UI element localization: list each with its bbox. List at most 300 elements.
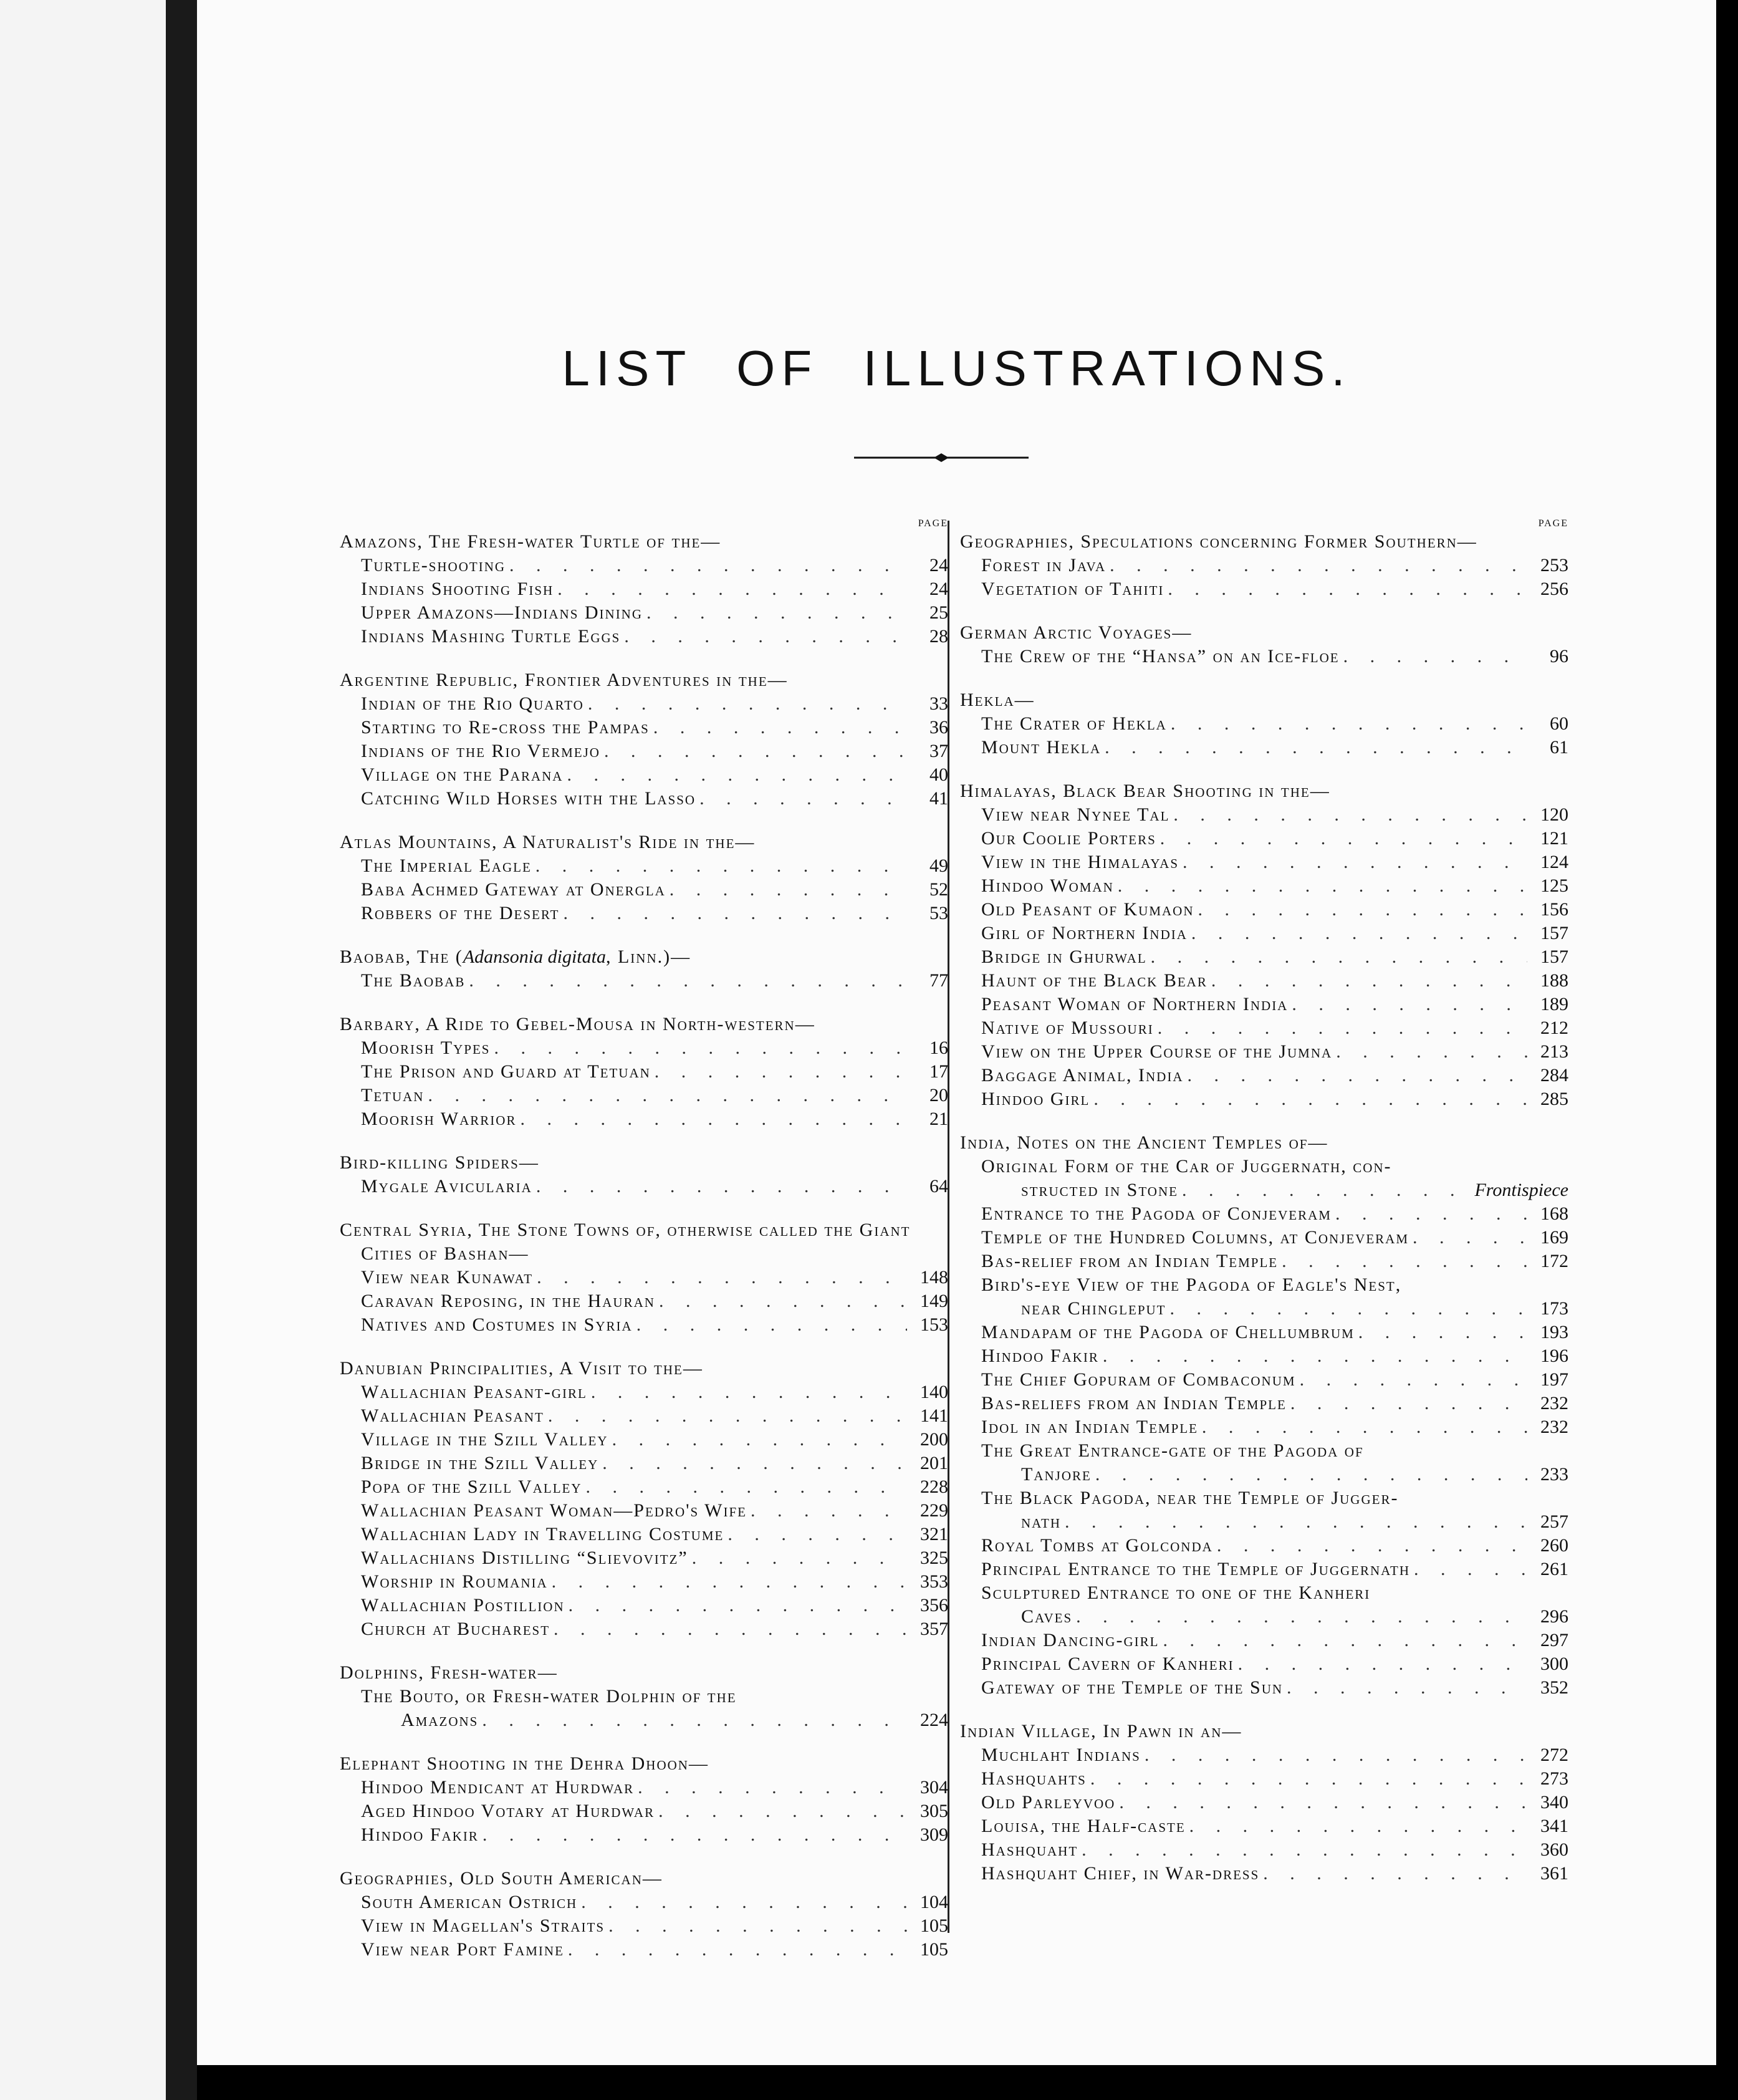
entry-label: Bridge in Ghurwal — [981, 946, 1147, 967]
section-heading: Barbary, A Ride to Gebel-Mousa in North-western— — [340, 1014, 815, 1034]
dot-leader — [1409, 1226, 1527, 1250]
toc-entry — [340, 1799, 951, 1823]
dot-leader — [1278, 1250, 1527, 1273]
entry-label: Hindoo Fakir — [981, 1346, 1099, 1366]
toc-entry — [340, 1570, 951, 1594]
toc-section — [960, 688, 1571, 759]
toc-entry — [340, 1685, 951, 1732]
toc-entry — [960, 645, 1571, 668]
toc-entry — [960, 577, 1571, 601]
page-number: 257 — [1540, 1511, 1568, 1532]
toc-entry — [960, 803, 1571, 827]
dot-leader — [587, 1380, 907, 1404]
dot-leader — [1147, 945, 1527, 969]
dot-leader — [478, 1708, 907, 1732]
dot-leader — [554, 577, 907, 601]
page-number: 104 — [920, 1892, 948, 1912]
dot-leader — [424, 1084, 907, 1107]
toc-entry — [960, 736, 1571, 759]
page-number: 141 — [920, 1405, 948, 1426]
toc-entry — [960, 1087, 1571, 1111]
page-number: 212 — [1540, 1018, 1568, 1038]
dot-leader — [1207, 969, 1527, 993]
dot-leader — [1188, 922, 1527, 945]
page-number: 120 — [1540, 804, 1568, 825]
toc-entry — [340, 739, 951, 763]
dot-leader — [564, 1938, 907, 1962]
page-number: 285 — [1540, 1089, 1568, 1109]
page-number: 49 — [929, 855, 948, 876]
toc-section — [340, 1013, 951, 1131]
page-number: 148 — [920, 1267, 948, 1288]
heading-post: , Linn.)— — [605, 946, 691, 967]
page-number: 200 — [920, 1429, 948, 1450]
dot-leader — [1287, 1392, 1527, 1415]
entry-label-line2: nath — [1021, 1511, 1061, 1532]
dot-leader — [548, 1570, 907, 1594]
left-page-edge — [0, 0, 166, 2100]
toc-section — [340, 1151, 951, 1198]
toc-entry — [960, 1202, 1571, 1226]
toc-entry — [960, 1629, 1571, 1652]
entry-label-line2: Amazons — [401, 1710, 479, 1730]
left-column — [340, 518, 951, 1982]
page-number: 297 — [1540, 1630, 1568, 1650]
entry-label: Our Coolie Porters — [981, 828, 1156, 849]
toc-entry — [960, 1743, 1571, 1767]
toc-entry — [340, 1776, 951, 1799]
page-number: 356 — [920, 1595, 948, 1616]
dot-leader — [544, 1404, 907, 1428]
toc-entry — [340, 692, 951, 716]
entry-label: Starting to Re-cross the Pampas — [361, 717, 650, 738]
toc-section — [340, 668, 951, 811]
page-number: 232 — [1540, 1417, 1568, 1437]
toc-entry — [340, 716, 951, 739]
toc-entry — [960, 1273, 1571, 1321]
toc-entry — [960, 969, 1571, 993]
toc-entry — [340, 1546, 951, 1570]
toc-entry — [340, 554, 951, 577]
page-number: 193 — [1540, 1322, 1568, 1342]
section-heading: Elephant Shooting in the Dehra Dhoon— — [340, 1753, 709, 1774]
page-number: 61 — [1550, 737, 1568, 758]
dot-leader — [506, 554, 907, 577]
toc-section — [960, 1131, 1571, 1700]
dot-leader — [1178, 1178, 1456, 1202]
page-number: 25 — [929, 602, 948, 623]
page-number: 168 — [1540, 1203, 1568, 1224]
entry-label: Hashquaht — [981, 1839, 1078, 1860]
page-number: 52 — [929, 879, 948, 900]
page-number: 169 — [1540, 1227, 1568, 1248]
entry-label: Village in the Szill Valley — [361, 1429, 608, 1450]
dot-leader — [1234, 1652, 1527, 1676]
toc-entry — [340, 1404, 951, 1428]
toc-entry — [340, 1428, 951, 1452]
toc-entry — [340, 1380, 951, 1404]
entry-label: Girl of Northern India — [981, 923, 1188, 943]
entry-label: Worship in Roumania — [361, 1571, 548, 1592]
section-heading: Himalayas, Black Bear Shooting in the— — [960, 781, 1330, 801]
entry-label: The Crater of Hekla — [981, 713, 1167, 734]
entry-label: Baba Achmed Gateway at Onergla — [361, 879, 666, 900]
dot-leader — [559, 902, 907, 925]
entry-label: The Baobab — [361, 970, 466, 991]
dot-leader — [1283, 1676, 1527, 1700]
entry-label: View near Kunawat — [361, 1267, 534, 1288]
toc-entry — [340, 1594, 951, 1617]
dot-leader — [550, 1617, 907, 1641]
page-number: 77 — [929, 970, 948, 991]
dot-leader — [1169, 803, 1527, 827]
toc-entry — [340, 601, 951, 625]
page-number: 149 — [920, 1291, 948, 1311]
toc-entry — [960, 1486, 1571, 1534]
toc-entry — [960, 1791, 1571, 1814]
entry-label-line1: Bird's-eye View of the Pagoda of Eagle's Nest, — [981, 1274, 1402, 1295]
entry-label: Caravan Reposing, in the Hauran — [361, 1291, 655, 1311]
page-number: 256 — [1540, 579, 1568, 599]
toc-section — [340, 945, 951, 993]
dot-leader — [479, 1823, 907, 1847]
entry-label-line2: near Chingleput — [1021, 1298, 1166, 1319]
toc-entry — [340, 1107, 951, 1131]
dot-leader — [516, 1107, 907, 1131]
dot-leader — [747, 1499, 907, 1523]
toc-section — [340, 831, 951, 925]
entry-label: Indians of the Rio Vermejo — [361, 741, 600, 761]
entry-label: Bridge in the Szill Valley — [361, 1453, 599, 1473]
entry-label: Forest in Java — [981, 555, 1107, 576]
dot-leader — [1154, 1016, 1527, 1040]
dot-leader — [1194, 898, 1527, 922]
page-title: LIST OF ILLUSTRATIONS. — [562, 340, 1352, 396]
page-number: 309 — [920, 1824, 948, 1845]
dot-leader — [605, 1914, 907, 1938]
dot-leader — [1090, 1087, 1527, 1111]
toc-entry — [960, 1439, 1571, 1486]
toc-entry — [340, 787, 951, 811]
page-number: 157 — [1540, 923, 1568, 943]
page-number: 188 — [1540, 970, 1568, 991]
toc-entry — [340, 902, 951, 925]
page-number: 172 — [1540, 1251, 1568, 1271]
toc-entry — [960, 1344, 1571, 1368]
entry-label: Robbers of the Desert — [361, 903, 560, 923]
dot-leader — [1340, 645, 1527, 668]
dot-leader — [650, 716, 907, 739]
entry-label: Principal Entrance to the Temple of Juggernath — [981, 1559, 1410, 1579]
toc-entry — [340, 1036, 951, 1060]
dot-leader — [465, 969, 907, 993]
entry-label: Indian Dancing-girl — [981, 1630, 1159, 1650]
page-number: Frontispiece — [1474, 1180, 1568, 1200]
page-number: 305 — [920, 1801, 948, 1821]
toc-entry — [960, 1415, 1571, 1439]
dot-leader — [688, 1546, 907, 1570]
entry-label: Native of Mussouri — [981, 1018, 1154, 1038]
page-number: 352 — [1540, 1677, 1568, 1698]
dot-leader — [633, 1313, 907, 1337]
toc-section — [340, 1357, 951, 1641]
dot-leader — [1183, 1064, 1527, 1087]
toc-section — [340, 1661, 951, 1732]
toc-entry — [340, 1175, 951, 1198]
page-number: 173 — [1540, 1298, 1568, 1319]
toc-section — [340, 1752, 951, 1847]
entry-label: Natives and Costumes in Syria — [361, 1314, 633, 1335]
entry-label: View on the Upper Course of the Jumna — [981, 1041, 1333, 1062]
dot-leader — [577, 1890, 907, 1914]
entry-label: Aged Hindoo Votary at Hurdwar — [361, 1801, 655, 1821]
entry-label: Louisa, the Half-caste — [981, 1816, 1186, 1836]
page-number: 300 — [1540, 1654, 1568, 1674]
toc-entry — [340, 1938, 951, 1962]
dot-leader — [696, 787, 907, 811]
entry-label: View near Nynee Tal — [981, 804, 1170, 825]
dot-leader — [724, 1523, 907, 1546]
toc-entry — [960, 850, 1571, 874]
entry-label-line1: Original Form of the Car of Juggernath, con- — [981, 1156, 1392, 1177]
toc-entry — [340, 1523, 951, 1546]
toc-entry — [960, 1581, 1571, 1629]
page-number: 189 — [1540, 994, 1568, 1014]
entry-label: Wallachian Lady in Travelling Costume — [361, 1524, 724, 1544]
entry-label: Bas-reliefs from an Indian Temple — [981, 1393, 1287, 1414]
page-number: 125 — [1540, 875, 1568, 896]
toc-entry — [960, 1392, 1571, 1415]
page-number: 157 — [1540, 946, 1568, 967]
entry-label: Wallachian Peasant — [361, 1405, 544, 1426]
page-number: 37 — [929, 741, 948, 761]
entry-label: Wallachian Postillion — [361, 1595, 565, 1616]
toc-entry — [960, 1064, 1571, 1087]
toc-entry — [960, 945, 1571, 969]
toc-entry — [960, 1676, 1571, 1700]
toc-entry — [340, 1890, 951, 1914]
toc-entry — [960, 712, 1571, 736]
dot-leader — [608, 1428, 907, 1452]
section-heading: Hekla— — [960, 690, 1035, 710]
entry-label: Hindoo Girl — [981, 1089, 1090, 1109]
dot-leader — [1332, 1202, 1527, 1226]
toc-entry — [960, 1226, 1571, 1250]
toc-section — [340, 530, 951, 648]
dot-leader — [1061, 1510, 1527, 1534]
toc-entry — [340, 763, 951, 787]
dot-leader — [1087, 1767, 1527, 1791]
entry-label: Upper Amazons—Indians Dining — [361, 602, 643, 623]
page-number: 261 — [1540, 1559, 1568, 1579]
dot-leader — [666, 878, 907, 902]
binding-shadow — [166, 0, 197, 2100]
page-column-head: PAGE — [1538, 518, 1568, 529]
page-number: 33 — [929, 693, 948, 714]
dot-leader — [598, 1452, 907, 1475]
dot-leader — [1198, 1415, 1527, 1439]
toc-entry — [340, 1060, 951, 1084]
section-heading: Atlas Mountains, A Naturalist's Ride in the— — [340, 832, 756, 852]
dot-leader — [643, 601, 907, 625]
section-heading: Dolphins, Fresh-water— — [340, 1662, 558, 1683]
entry-label: Turtle-shooting — [361, 555, 506, 576]
section-heading: Central Syria, The Stone Towns of, otherwise called the Giant Cities of Bashan— — [340, 1220, 911, 1264]
toc-entry — [960, 1040, 1571, 1064]
page-number: 272 — [1540, 1745, 1568, 1765]
toc-entry — [340, 1823, 951, 1847]
dot-leader — [655, 1799, 907, 1823]
toc-entry — [960, 1250, 1571, 1273]
dot-leader — [655, 1289, 907, 1313]
page-number: 20 — [929, 1085, 948, 1105]
dot-leader — [620, 625, 907, 648]
entry-label: Royal Tombs at Golconda — [981, 1535, 1213, 1556]
page-number: 224 — [920, 1710, 948, 1730]
toc-entry — [340, 1084, 951, 1107]
page-number: 156 — [1540, 899, 1568, 920]
dot-leader — [1213, 1534, 1527, 1558]
dot-leader — [563, 763, 907, 787]
dot-leader — [651, 1060, 907, 1084]
entry-label: Moorish Types — [361, 1038, 491, 1058]
page-number: 284 — [1540, 1065, 1568, 1086]
entry-label: Hindoo Fakir — [361, 1824, 479, 1845]
toc-entry — [960, 874, 1571, 898]
entry-label: Indians Mashing Turtle Eggs — [361, 626, 621, 647]
toc-entry — [340, 1475, 951, 1499]
toc-entry — [340, 1914, 951, 1938]
page-number: 153 — [920, 1314, 948, 1335]
entry-label: The Chief Gopuram of Combaconum — [981, 1369, 1296, 1390]
entry-label: Hashquahts — [981, 1768, 1087, 1789]
dot-leader — [1288, 993, 1527, 1016]
toc-section — [960, 779, 1571, 1111]
page-number: 353 — [920, 1571, 948, 1592]
dot-leader — [1072, 1605, 1527, 1629]
heading-pre: Baobab, The ( — [340, 946, 463, 967]
entry-label: Gateway of the Temple of the Sun — [981, 1677, 1284, 1698]
toc-entry — [960, 554, 1571, 577]
toc-entry — [340, 1499, 951, 1523]
page-number: 17 — [929, 1061, 948, 1082]
heading-italic: Adansonia digitata — [463, 946, 606, 967]
page-number: 121 — [1540, 828, 1568, 849]
dot-leader — [600, 739, 907, 763]
dot-leader — [584, 692, 907, 716]
toc-entry — [960, 993, 1571, 1016]
dot-leader — [1106, 554, 1527, 577]
dot-leader — [1259, 1862, 1527, 1886]
entry-label: Principal Cavern of Kanheri — [981, 1654, 1234, 1674]
entry-label: Temple of the Hundred Columns, at Conjeveram — [981, 1227, 1409, 1248]
toc-section — [340, 1867, 951, 1962]
page-number: 273 — [1540, 1768, 1568, 1789]
dot-leader — [1166, 1297, 1528, 1321]
entry-label-line2: Tanjore — [1021, 1464, 1092, 1485]
page-number: 28 — [929, 626, 948, 647]
toc-entry — [960, 1652, 1571, 1676]
page-number: 105 — [920, 1939, 948, 1960]
section-heading: Amazons, The Fresh-water Turtle of the— — [340, 531, 721, 552]
dot-leader — [565, 1594, 907, 1617]
page-number: 233 — [1540, 1464, 1568, 1485]
entry-label: The Prison and Guard at Tetuan — [361, 1061, 651, 1082]
page-number: 124 — [1540, 852, 1568, 872]
dot-leader — [1114, 874, 1527, 898]
page-number: 360 — [1540, 1839, 1568, 1860]
page-number: 40 — [929, 764, 948, 785]
entry-label: Church at Bucharest — [361, 1619, 550, 1639]
entry-label-line2: Caves — [1021, 1606, 1073, 1627]
toc-entry — [960, 1534, 1571, 1558]
dot-leader — [1167, 712, 1527, 736]
toc-entry — [960, 1155, 1571, 1202]
toc-entry — [340, 1289, 951, 1313]
page-number: 21 — [929, 1109, 948, 1129]
section-heading: Geographies, Old South American— — [340, 1868, 663, 1889]
dot-leader — [1115, 1791, 1527, 1814]
entry-label: Hindoo Mendicant at Hurdwar — [361, 1777, 635, 1798]
section-heading: India, Notes on the Ancient Temples of— — [960, 1132, 1328, 1153]
entry-label: Catching Wild Horses with the Lasso — [361, 788, 696, 809]
page-number: 197 — [1540, 1369, 1568, 1390]
toc-entry — [960, 1321, 1571, 1344]
entry-label: Haunt of the Black Bear — [981, 970, 1207, 991]
toc-entry — [340, 878, 951, 902]
dot-leader — [1179, 850, 1527, 874]
toc-entry — [340, 1313, 951, 1337]
entry-label: Old Peasant of Kumaon — [981, 899, 1194, 920]
toc-entry — [960, 1814, 1571, 1838]
section-heading: Indian Village, In Pawn in an— — [960, 1721, 1242, 1741]
entry-label: Moorish Warrior — [361, 1109, 517, 1129]
page-number: 340 — [1540, 1792, 1568, 1813]
entry-label: Entrance to the Pagoda of Conjeveram — [981, 1203, 1332, 1224]
entry-label: The Imperial Eagle — [361, 855, 532, 876]
page-number: 201 — [920, 1453, 948, 1473]
page-number: 357 — [920, 1619, 948, 1639]
entry-label-line1: The Black Pagoda, near the Temple of Jugger- — [981, 1488, 1399, 1508]
dot-leader — [1186, 1814, 1527, 1838]
entry-label: Mount Hekla — [981, 737, 1102, 758]
entry-label: Peasant Woman of Northern India — [981, 994, 1289, 1014]
page-number: 36 — [929, 717, 948, 738]
page-number: 304 — [920, 1777, 948, 1798]
entry-label: View in the Himalayas — [981, 852, 1179, 872]
toc-entry — [340, 577, 951, 601]
entry-label: Village on the Parana — [361, 764, 564, 785]
entry-label: The Crew of the “Hansa” on an Ice-floe — [981, 646, 1340, 667]
page-number: 64 — [929, 1176, 948, 1197]
entry-label: Tetuan — [361, 1085, 425, 1105]
dot-leader — [1099, 1344, 1527, 1368]
toc-entry — [960, 1016, 1571, 1040]
page-number: 213 — [1540, 1041, 1568, 1062]
section-heading: Geographies, Speculations concerning Former Southern— — [960, 531, 1477, 552]
entry-label: Wallachian Peasant-girl — [361, 1382, 587, 1402]
toc-entry — [340, 969, 951, 993]
toc-entry — [340, 1617, 951, 1641]
dot-leader — [1296, 1368, 1527, 1392]
entry-label-line2: structed in Stone — [1021, 1180, 1178, 1200]
entry-label: Indians Shooting Fish — [361, 579, 554, 599]
page-number: 228 — [920, 1476, 948, 1497]
toc-section — [960, 530, 1571, 601]
dot-leader — [1156, 827, 1527, 850]
page-number: 24 — [929, 555, 948, 576]
entry-label: Old Parleyvoo — [981, 1792, 1116, 1813]
